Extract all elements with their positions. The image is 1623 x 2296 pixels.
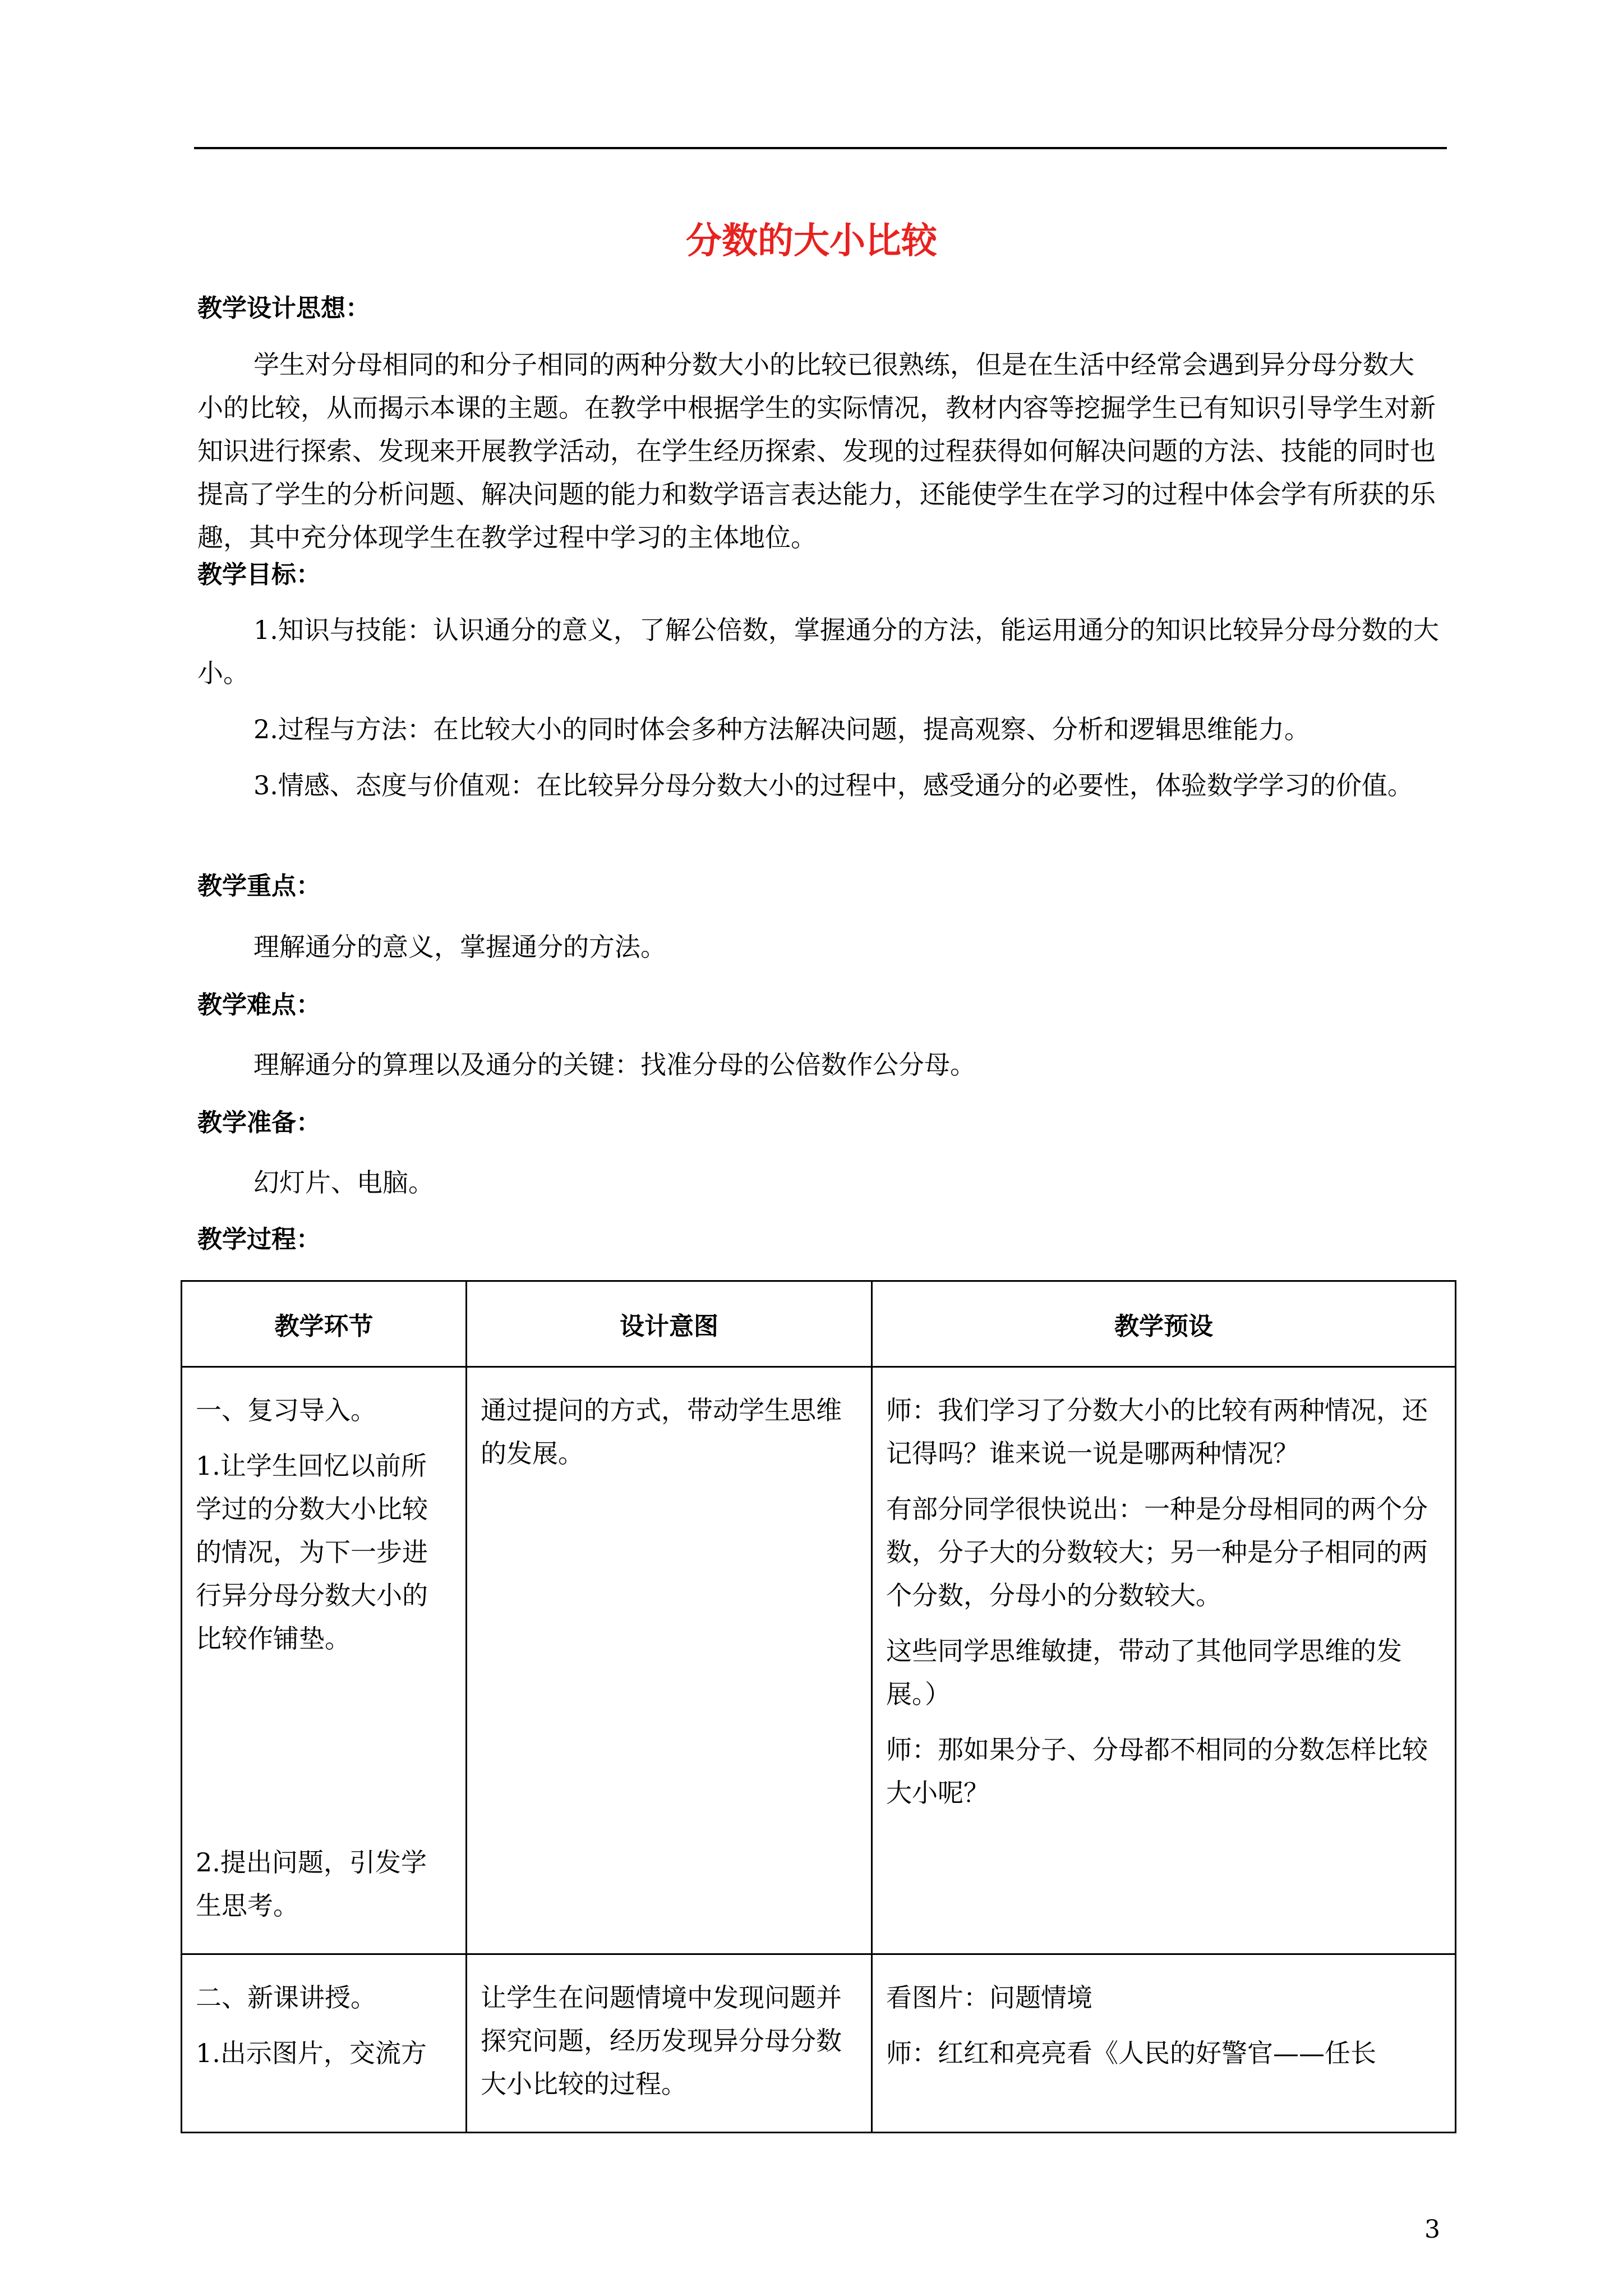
goal-item-3: 3.情感、态度与价值观：在比较异分母分数大小的过程中，感受通分的必要性，体验数学学习的价值。 — [253, 770, 1413, 800]
heading-design-thought: 教学设计思想： — [197, 294, 370, 323]
page-number: 3 — [1424, 2215, 1440, 2244]
intent-cell — [467, 1954, 872, 2133]
stage-step: 1.让学生回忆以前所学过的分数大小比较的情况，为下一步进行异分母分数大小的比较作铺垫。 — [196, 1451, 428, 1654]
stage-step: 2.提出问题，引发学生思考。 — [196, 1847, 427, 1921]
preparation-text: 幻灯片、电脑。 — [253, 1167, 434, 1198]
heading-difficulties: 教学难点： — [197, 991, 321, 1019]
header-stage: 教学环节 — [182, 1281, 467, 1367]
preset-cell — [872, 1954, 1456, 2133]
stage-cell — [182, 1367, 467, 1954]
intent-text: 通过提问的方式，带动学生思维的发展。 — [481, 1395, 842, 1469]
goal-item-2: 2.过程与方法：在比较大小的同时体会多种方法解决问题，提高观察、分析和逻辑思维能力。 — [253, 714, 1310, 744]
difficulties-text: 理解通分的算理以及通分的关键：找准分母的公倍数作公分母。 — [253, 1050, 976, 1080]
header-rule — [194, 147, 1447, 149]
design-thought-text: 学生对分母相同的和分子相同的两种分数大小的比较已很熟练，但是在生活中经常会遇到异分母分数大小的比较，从而揭示本课的主题。在教学中根据学生的实际情况，教材内容等挖掘学生已有知识引导学生对新知识进行探索、发现来开展教学活动，在学生经历探索、发现的过程获得如何解决问题的方法、技能的同时也提高了学生的分析问题、解决问题的能力和数学语言表达能力，还能使学生在学习的过程中体会学有所获的乐趣，其中充分体现学生在教学过程中学习的主体地位。 — [197, 349, 1436, 553]
table-row — [182, 1954, 1456, 2133]
preset-cell — [872, 1367, 1456, 1954]
heading-preparation: 教学准备： — [197, 1108, 321, 1137]
preset-text: 师：红红和亮亮看《人民的好警官——任长 — [886, 2038, 1376, 2068]
heading-process: 教学过程： — [197, 1225, 321, 1254]
preset-text: 看图片：问题情境 — [886, 1982, 1092, 2013]
stage-cell — [182, 1954, 467, 2133]
stage-title: 一、复习导入。 — [196, 1395, 376, 1425]
table-row — [182, 1367, 1456, 1954]
header-preset: 教学预设 — [872, 1281, 1456, 1367]
preset-text: 有部分同学很快说出：一种是分母相同的两个分数，分子大的分数较大；另一种是分子相同的两个分数，分母小的分数较大。 — [886, 1494, 1428, 1611]
teaching-process-table — [181, 1280, 1456, 2133]
preset-text: 师：那如果分子、分母都不相同的分数怎样比较大小呢？ — [886, 1734, 1428, 1808]
header-intent: 设计意图 — [467, 1281, 872, 1367]
stage-step: 1.出示图片，交流方 — [196, 2038, 427, 2068]
stage-title: 二、新课讲授。 — [196, 1982, 376, 2013]
heading-goals: 教学目标： — [197, 560, 321, 589]
table-header-row — [182, 1281, 1456, 1367]
heading-key-points: 教学重点： — [197, 872, 321, 900]
preset-text: 师：我们学习了分数大小的比较有两种情况，还记得吗？谁来说一说是哪两种情况？ — [886, 1395, 1428, 1469]
intent-text: 让学生在问题情境中发现问题并探究问题，经历发现异分母分数大小比较的过程。 — [481, 1982, 842, 2099]
preset-text: 这些同学思维敏捷，带动了其他同学思维的发展。） — [886, 1636, 1402, 1709]
key-points-text: 理解通分的意义，掌握通分的方法。 — [253, 932, 666, 962]
page-title: 分数的大小比较 — [686, 220, 937, 262]
intent-cell — [467, 1367, 872, 1954]
goal-item-1: 1.知识与技能：认识通分的意义，了解公倍数，掌握通分的方法，能运用通分的知识比较异分母分数的大小。 — [197, 615, 1439, 688]
